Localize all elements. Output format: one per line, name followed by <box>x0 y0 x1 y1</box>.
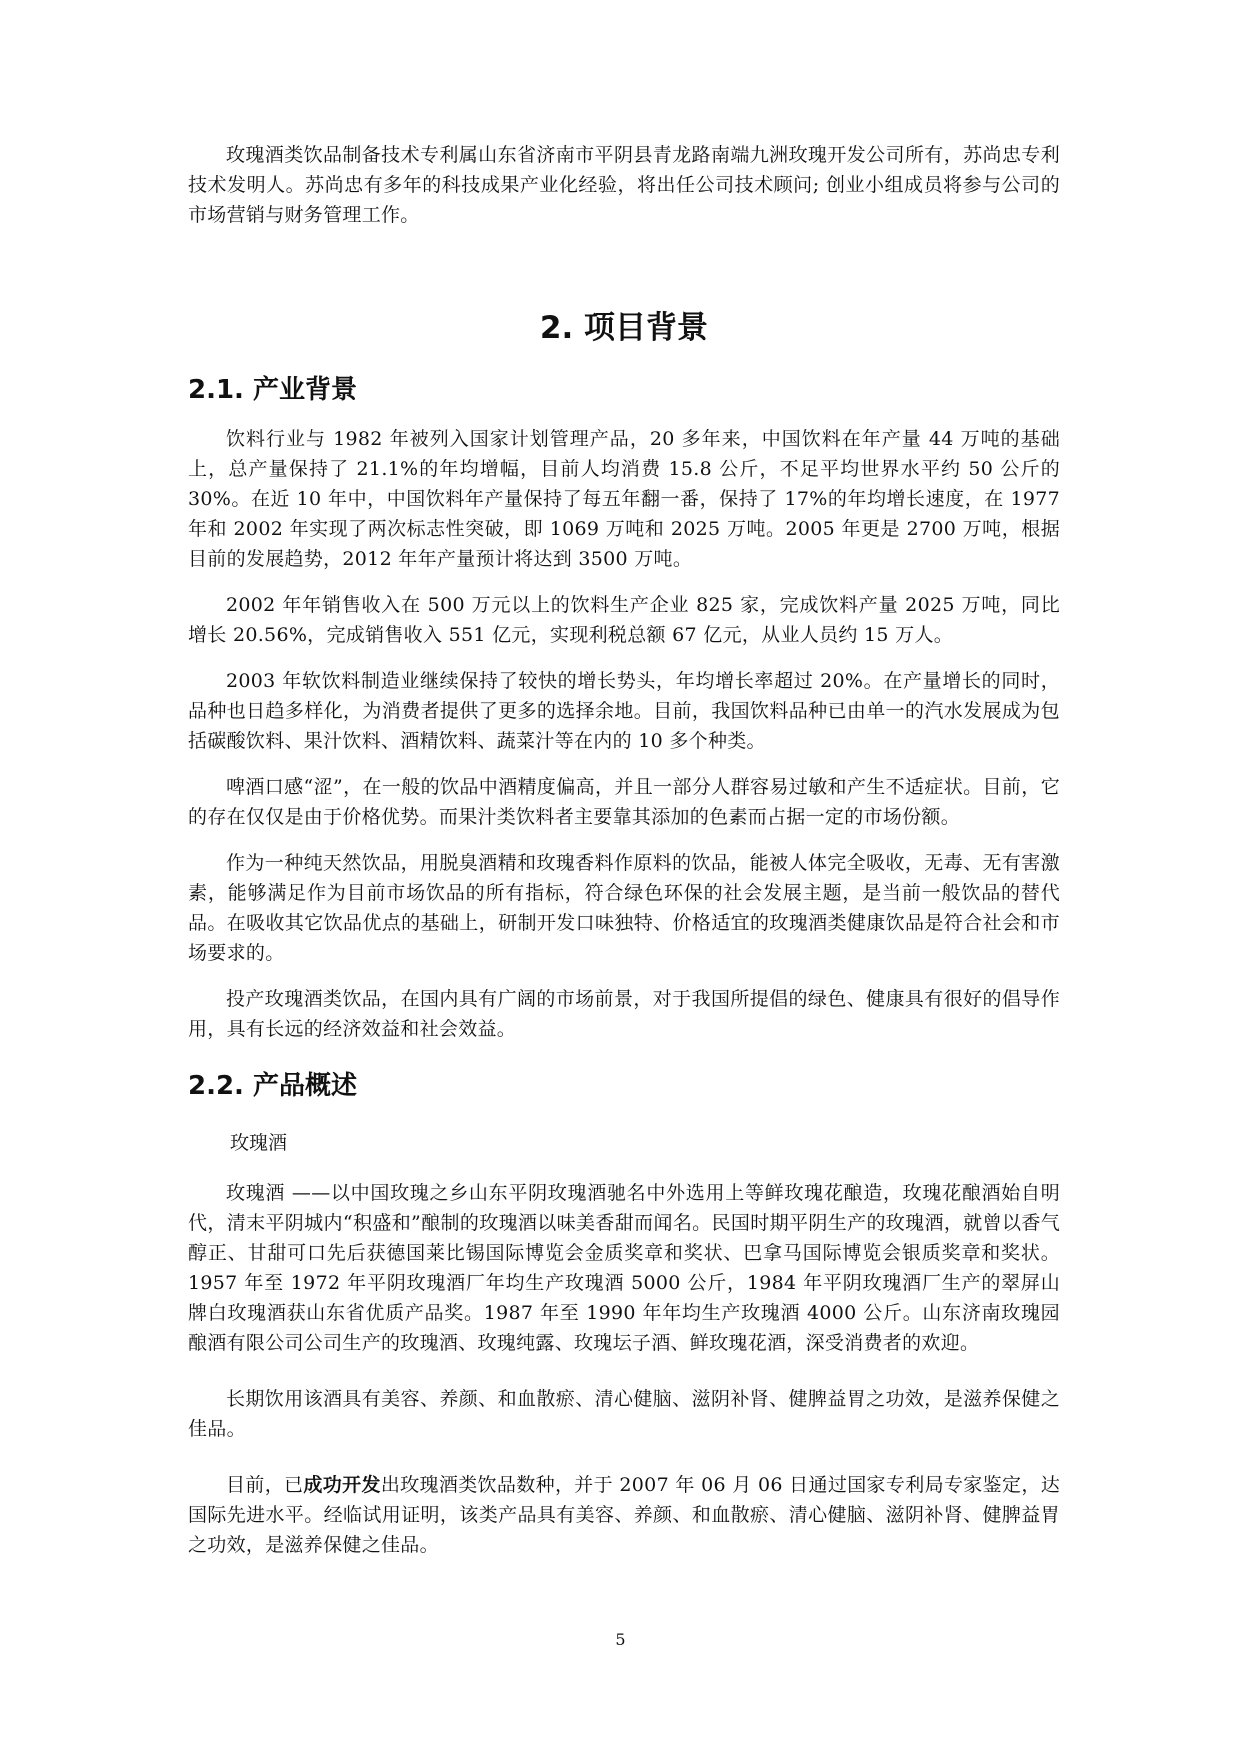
industry-paragraph-1: 饮料行业与 1982 年被列入国家计划管理产品，20 多年来，中国饮料在年产量 44 万吨的基础上，总产量保持了 21.1%的年均增幅，目前人均消费 15.8 公斤，不足平均世界水平约 50 公斤的 30%。在近 10 年中，中国饮料年产量保持了每五年翻一番，保持了 17%的年均增长速度，在 1977 年和 2002 年实现了两次标志性突破，即 1069 万吨和 2025 万吨。2005 年更是 2700 万吨，根据目前的发展趋势，2012 年年产量预计将达到 3500 万吨。 <box>188 428 1060 570</box>
industry-paragraph-3: 2003 年软饮料制造业继续保持了较快的增长势头，年均增长率超过 20%。在产量增长的同时，品种也日趋多样化，为消费者提供了更多的选择余地。目前，我国饮料品种已由单一的汽水发展成为包括碳酸饮料、果汁饮料、酒精饮料、蔬菜汁等在内的 10 多个种类。 <box>188 670 1060 752</box>
product-paragraph-1: 玫瑰酒 ——以中国玫瑰之乡山东平阴玫瑰酒驰名中外选用上等鲜玫瑰花酿造，玫瑰花酿酒始自明代，清末平阴城内“积盛和”酿制的玫瑰酒以味美香甜而闻名。民国时期平阴生产的玫瑰酒，就曾以香气醇正、甘甜可口先后获德国莱比锡国际博览会金质奖章和奖状、巴拿马国际博览会银质奖章和奖状。1957 年至 1972 年平阴玫瑰酒厂年均生产玫瑰酒 5000 公斤，1984 年平阴玫瑰酒厂生产的翠屏山牌白玫瑰酒获山东省优质产品奖。1987 年至 1990 年年均生产玫瑰酒 4000 公斤。山东济南玫瑰园酿酒有限公司公司生产的玫瑰酒、玫瑰纯露、玫瑰坛子酒、鲜玫瑰花酒，深受消费者的欢迎。 <box>188 1182 1060 1354</box>
product-paragraph-3-suffix: 出玫瑰酒类饮品数种，并于 2007 年 06 月 06 日通过国家专利局专家鉴定，达国际先进水平。经临试用证明，该类产品具有美容、养颜、和血散瘀、清心健脑、滋阴补肾、健脾益胃之功效，是滋养保健之佳品。 <box>188 1474 1061 1556</box>
product-paragraph-3-prefix: 目前，已 <box>226 1474 304 1496</box>
product-paragraph-2: 长期饮用该酒具有美容、养颜、和血散瘀、清心健脑、滋阴补肾、健脾益胃之功效，是滋养保健之佳品。 <box>188 1388 1060 1440</box>
industry-paragraph-4: 啤酒口感“涩”，在一般的饮品中酒精度偏高，并且一部分人群容易过敏和产生不适症状。目前，它的存在仅仅是由于价格优势。而果汁类饮料者主要靠其添加的色素而占据一定的市场份额。 <box>188 776 1060 828</box>
product-subheading: 玫瑰酒 <box>230 1132 288 1154</box>
industry-paragraph-6: 投产玫瑰酒类饮品，在国内具有广阔的市场前景，对于我国所提倡的绿色、健康具有很好的倡导作用，具有长远的经济效益和社会效益。 <box>188 988 1060 1040</box>
industry-paragraph-5: 作为一种纯天然饮品，用脱臭酒精和玫瑰香料作原料的饮品，能被人体完全吸收，无毒、无有害激素，能够满足作为目前市场饮品的所有指标，符合绿色环保的社会发展主题，是当前一般饮品的替代品。在吸收其它饮品优点的基础上，研制开发口味独特、价格适宜的玫瑰酒类健康饮品是符合社会和市场要求的。 <box>188 852 1060 964</box>
product-paragraph-3 <box>188 1470 1060 1560</box>
document-page <box>188 140 1060 1560</box>
intro-paragraph: 玫瑰酒类饮品制备技术专利属山东省济南市平阴县青龙路南端九洲玫瑰开发公司所有，苏尚忠专利技术发明人。苏尚忠有多年的科技成果产业化经验，将出任公司技术顾问; 创业小组成员将参与公司的市场营销与财务管理工作。 <box>188 144 1060 226</box>
section-2-heading: 2. 项目背景 <box>539 310 709 346</box>
product-paragraph-3-bold: 成功开发 <box>303 1474 381 1496</box>
section-2-1-heading: 2.1. 产业背景 <box>188 375 357 405</box>
page-number: 5 <box>615 1630 626 1649</box>
industry-paragraph-2: 2002 年年销售收入在 500 万元以上的饮料生产企业 825 家，完成饮料产量 2025 万吨，同比增长 20.56%，完成销售收入 551 亿元，实现利税总额 67 亿元，从业人员约 15 万人。 <box>188 594 1060 646</box>
section-2-2-heading: 2.2. 产品概述 <box>188 1071 357 1101</box>
